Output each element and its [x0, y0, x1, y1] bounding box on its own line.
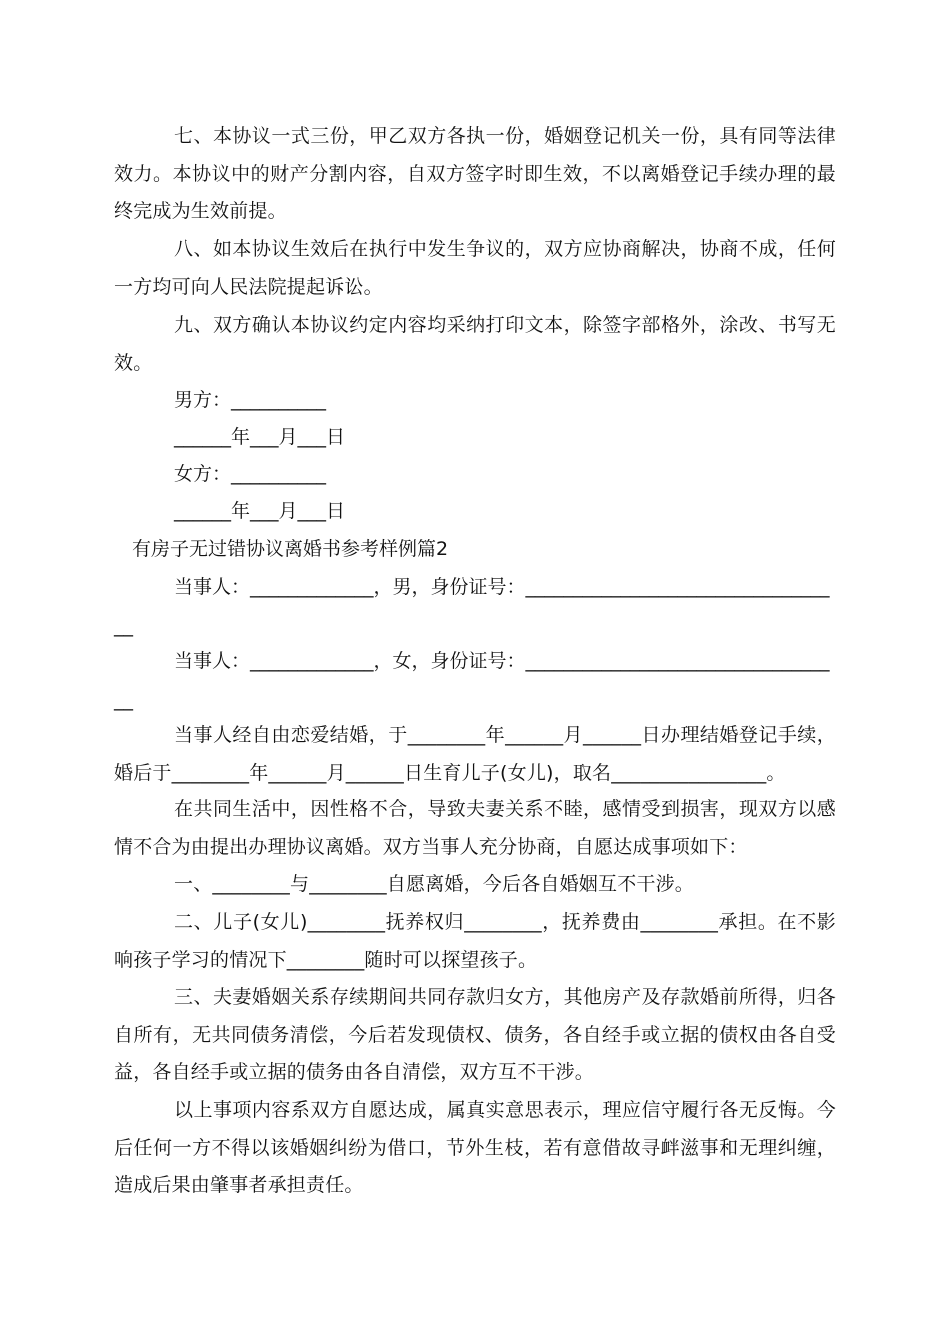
paragraph-clause-9: 九、双方确认本协议约定内容均采纳打印文本，除签字部格外，涂改、书写无效。 — [114, 314, 836, 374]
paragraph-final: 以上事项内容系双方自愿达成，属真实意思表示，理应信守履行各无反悔。今后任何一方不得以该婚姻纠纷为借口，节外生枝，若有意借故寻衅滋事和无理纠缠，造成后果由肇事者承担责任。 — [114, 1099, 836, 1197]
signature-male-date: ______年___月___日 — [174, 426, 346, 448]
party-2-continuation: __ — [114, 689, 133, 711]
paragraph-clause-8: 八、如本协议生效后在执行中发生争议的，双方应协商解决，协商不成，任何一方均可向人民法院提起诉讼。 — [114, 238, 836, 298]
signature-female: 女方：__________ — [174, 463, 327, 485]
party-2-line: 当事人：_____________，女，身份证号：________________________________ — [174, 650, 830, 672]
item-3: 三、夫妻婚姻关系存续期间共同存款归女方，其他房产及存款婚前所得，归各自所有，无共同债务清偿，今后若发现债权、债务，各自经手或立据的债权由各自受益，各自经手或立据的债务由各自清偿，双方互不干涉。 — [114, 986, 836, 1084]
signature-male: 男方：__________ — [174, 389, 327, 411]
section-title: 有房子无过错协议离婚书参考样例篇2 — [132, 538, 449, 560]
paragraph-marriage: 当事人经自由恋爱结婚，于________年______月______日办理结婚登记手续，婚后于________年______月______日生育儿子(女儿)，取名________________。 — [114, 724, 836, 784]
paragraph-clause-7: 七、本协议一式三份，甲乙双方各执一份，婚姻登记机关一份，具有同等法律效力。本协议中的财产分割内容，自双方签字时即生效，不以离婚登记手续办理的最终完成为生效前提。 — [114, 125, 836, 223]
item-1: 一、________与________自愿离婚，今后各自婚姻互不干涉。 — [174, 873, 695, 895]
party-1-continuation: __ — [114, 615, 133, 637]
party-1-line: 当事人：_____________，男，身份证号：________________________________ — [174, 576, 830, 598]
signature-female-date: ______年___月___日 — [174, 500, 346, 522]
paragraph-reason: 在共同生活中，因性格不合，导致夫妻关系不睦，感情受到损害，现双方以感情不合为由提出办理协议离婚。双方当事人充分协商，自愿达成事项如下： — [114, 798, 836, 858]
item-2: 二、儿子(女儿)________抚养权归________，抚养费由________承担。在不影响孩子学习的情况下________随时可以探望孩子。 — [114, 911, 836, 971]
